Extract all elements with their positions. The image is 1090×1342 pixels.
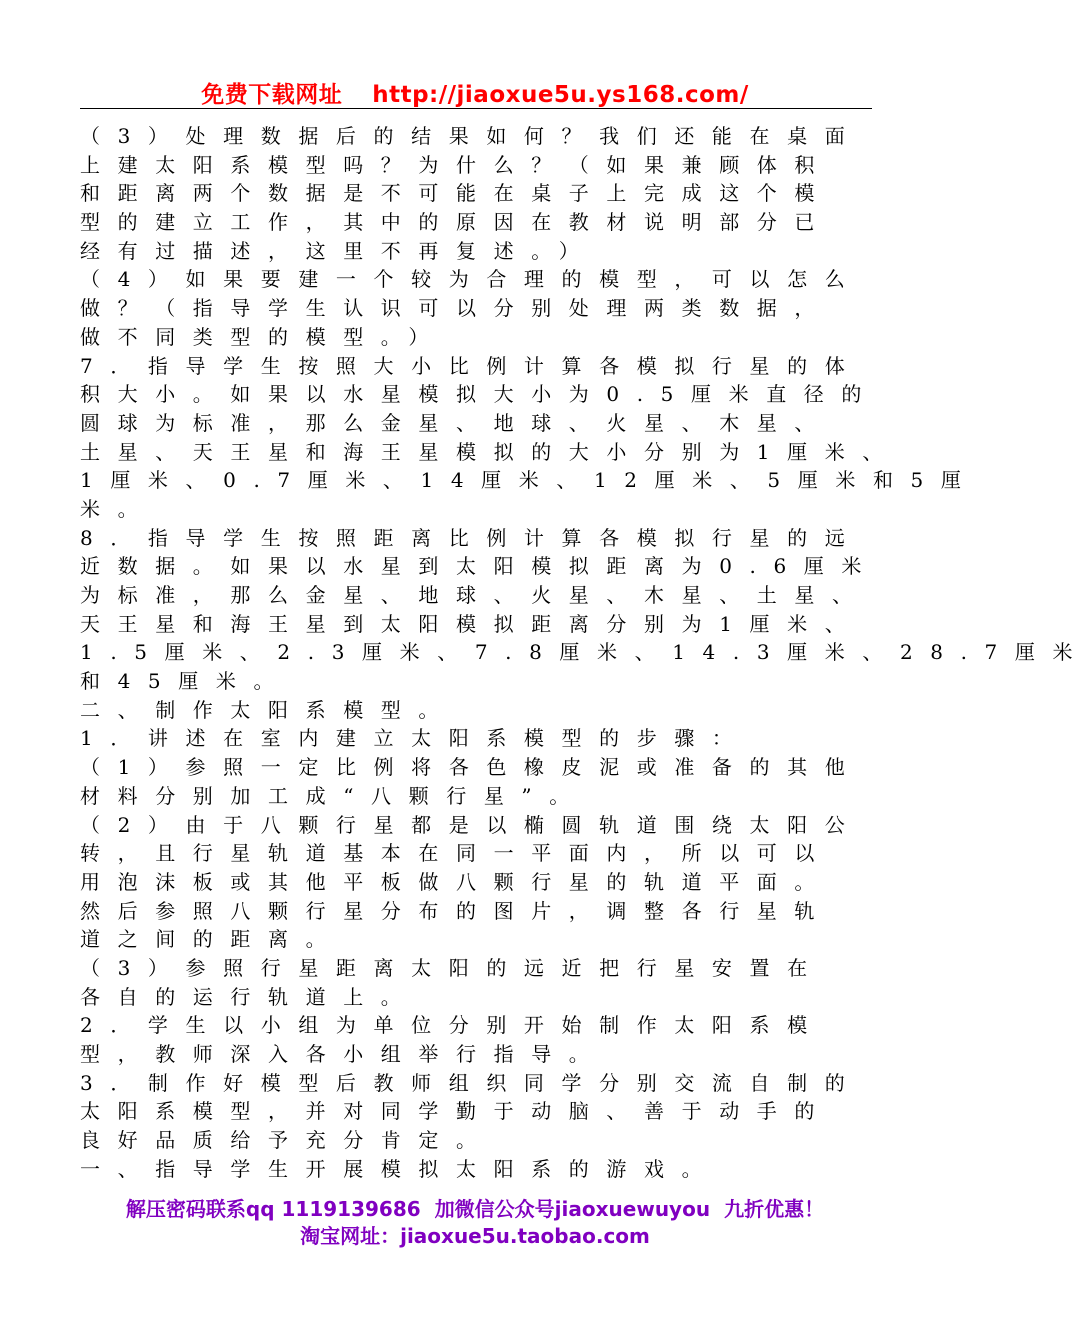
text-line: 做？（指导学生认识可以分别处理两类数据， <box>80 296 832 321</box>
wechat-account: 加微信公众号jiaoxuewuyou <box>434 1197 711 1221</box>
text-line: 然后参照八颗行星分布的图片，调整各行星轨 <box>80 898 832 923</box>
text-line: 良好品质给予充分肯定。 <box>80 1128 494 1153</box>
text-line: （3）参照行星距离太阳的远近把行星安置在 <box>80 955 825 980</box>
text-line: 1．讲述在室内建立太阳系模型的步骤： <box>80 726 750 751</box>
taobao-link[interactable]: 淘宝网址：jiaoxue5u.taobao.com <box>300 1224 650 1248</box>
text-line: 各自的运行轨道上。 <box>80 984 419 1009</box>
header-divider <box>80 108 872 109</box>
text-line: （1）参照一定比例将各色橡皮泥或准备的其他 <box>80 755 863 780</box>
text-line: 为标准，那么金星、地球、火星、木星、土星、 <box>80 583 870 607</box>
text-line: 和45厘米。 <box>80 669 292 694</box>
text-line: 型，教师深入各小组举行指导。 <box>80 1042 607 1066</box>
text-line: 3．制作好模型后教师组织同学分别交流自制的 <box>80 1070 863 1095</box>
text-line: 土星、天王星和海王星模拟的大小分别为1厘米、 <box>80 439 900 464</box>
password-contact: 解压密码联系qq 1119139686 <box>125 1197 421 1221</box>
text-line: 材料分别加工成“八颗行星”。 <box>80 783 587 808</box>
discount-note: 九折优惠！ <box>724 1197 825 1221</box>
text-line: 经有过描述，这里不再复述。） <box>80 238 597 263</box>
text-line: 7．指导学生按照大小比例计算各模拟行星的体 <box>80 353 863 378</box>
text-line: 米。 <box>80 496 156 521</box>
text-line: 8．指导学生按照距离比例计算各模拟行星的远 <box>80 525 863 550</box>
text-line: 做不同类型的模型。） <box>80 324 446 349</box>
text-line: 用泡沫板或其他平板做八颗行星的轨道平面。 <box>80 869 832 894</box>
text-line: 二、制作太阳系模型。 <box>80 697 456 722</box>
text-line: 1厘米、0.7厘米、14厘米、12厘米、5厘米和5厘 <box>80 468 979 493</box>
text-line: 一、指导学生开展模拟太阳系的游戏。 <box>80 1156 720 1181</box>
download-url-link[interactable]: http://jiaoxue5u.ys168.com/ <box>372 82 749 108</box>
text-line: 太阳系模型，并对同学勤于动脑、善于动手的 <box>80 1099 832 1124</box>
text-line: 道之间的距离。 <box>80 927 344 952</box>
text-line: （4）如果要建一个较为合理的模型，可以怎么 <box>80 267 863 292</box>
promo-footer <box>0 1196 950 1250</box>
text-line: （2）由于八颗行星都是以椭圆轨道围绕太阳公 <box>80 812 863 837</box>
text-line: 1.5厘米、2.3厘米、7.8厘米、14.3厘米、28.7厘米 <box>80 640 1090 665</box>
document-body <box>80 122 1090 1183</box>
text-line: 上建太阳系模型吗？为什么？（如果兼顾体积 <box>80 152 832 177</box>
text-line: 转，且行星轨道基本在同一平面内，所以可以 <box>80 841 832 866</box>
text-line: 型的建立工作，其中的原因在教材说明部分已 <box>80 210 832 235</box>
text-line: （3）处理数据后的结果如何？我们还能在桌面 <box>80 124 863 148</box>
text-line: 天王星和海王星到太阳模拟距离分别为1厘米、 <box>80 611 863 636</box>
download-label: 免费下载网址 <box>201 82 343 108</box>
text-line: 近数据。如果以水星到太阳模拟距离为0.6厘米 <box>80 554 880 579</box>
download-header <box>0 76 950 109</box>
text-line: 圆球为标准，那么金星、地球、火星、木星、 <box>80 410 832 435</box>
promo-line-1 <box>0 1196 950 1223</box>
text-line: 2．学生以小组为单位分别开始制作太阳系模 <box>80 1013 825 1038</box>
text-line: 和距离两个数据是不可能在桌子上完成这个模 <box>80 181 832 206</box>
text-line: 积大小。如果以水星模拟大小为0.5厘米直径的 <box>80 382 880 407</box>
